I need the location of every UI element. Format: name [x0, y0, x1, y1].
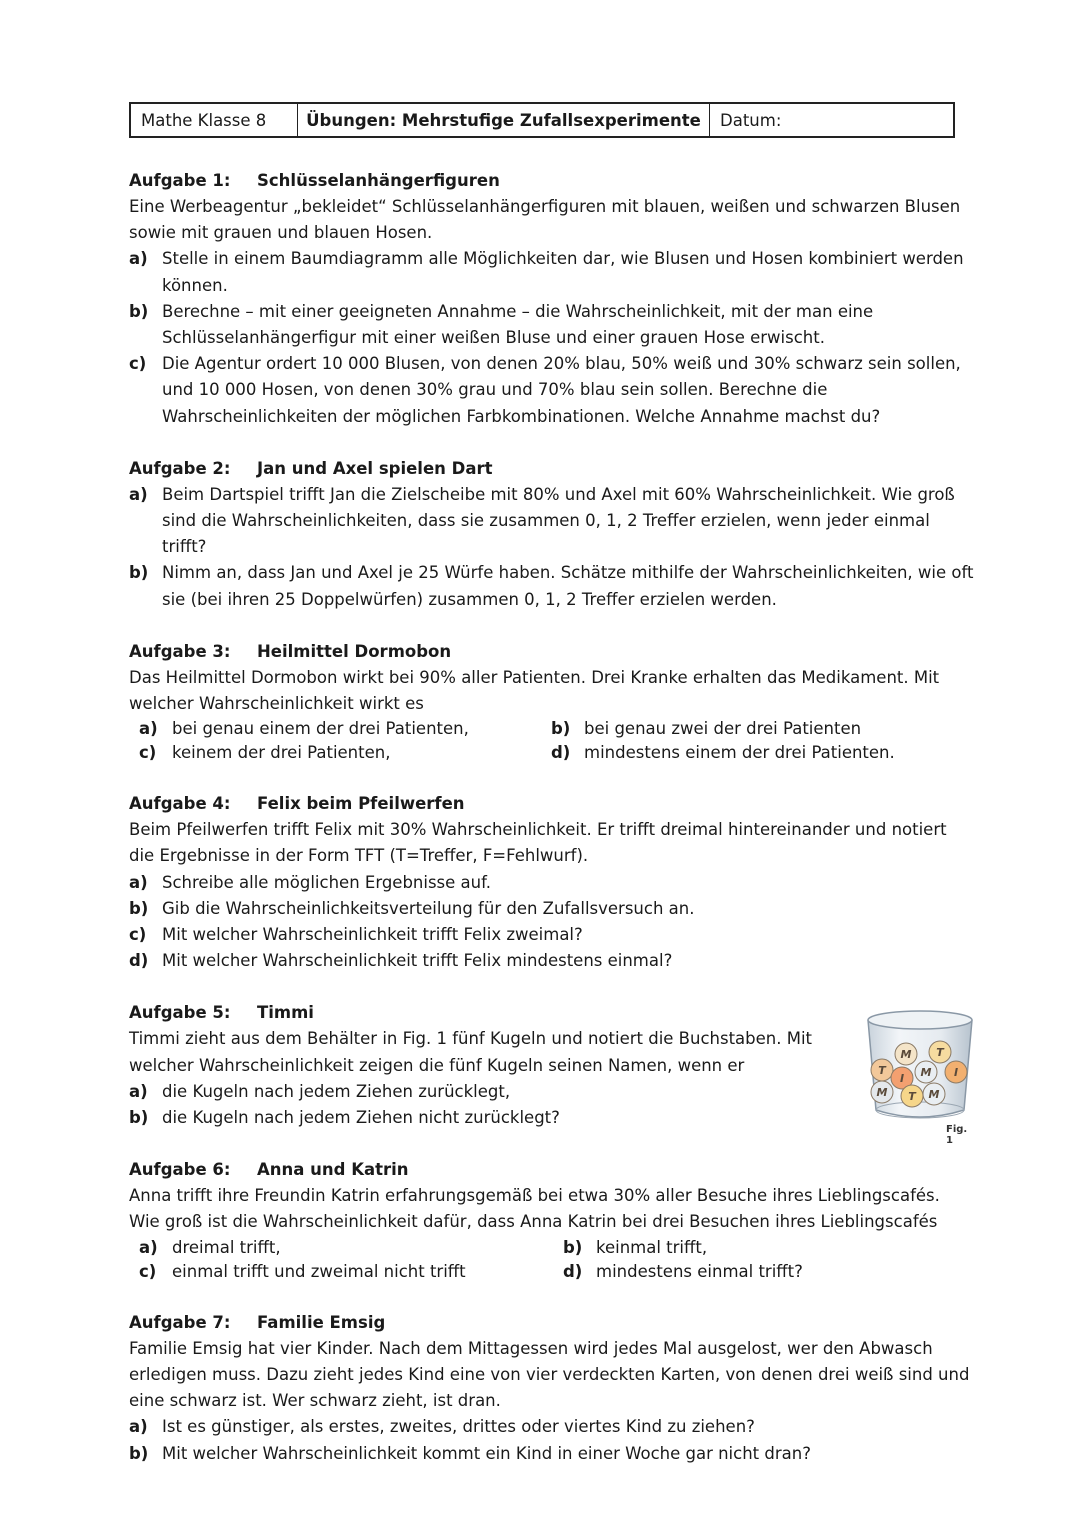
- subtask-a: a) Stelle in einem Baumdiagramm alle Möglichkeiten dar, wie Blusen und Hosen kombiniert werden können.: [129, 249, 964, 295]
- worksheet: [129, 102, 974, 1493]
- task-number: Aufgabe 4:: [129, 794, 231, 814]
- subtask-c: c) einmal trifft und zweimal nicht trifft: [139, 1261, 466, 1281]
- ball-letter: T: [936, 1046, 944, 1060]
- subtask-a: a) bei genau einem der drei Patienten,: [139, 719, 469, 739]
- subtask-d: d) mindestens einem der drei Patienten.: [551, 743, 895, 763]
- subtask-grid: [129, 1236, 974, 1284]
- subtask-b: b) keinmal trifft,: [563, 1237, 708, 1257]
- task-intro: Eine Werbeagentur „bekleidet“ Schlüsselanhängerfiguren mit blauen, weißen und schwarzen Blusen sowie mit grauen und blauen Hosen.: [129, 197, 961, 243]
- task-title: Schlüsselanhängerfiguren: [257, 171, 500, 190]
- subtask-b: b) Nimm an, dass Jan und Axel je 25 Würfe haben. Schätze mithilfe der Wahrscheinlichkeiten, wie oft sie (bei ihren 25 Doppelwürfen) zusammen 0, 1, 2 Treffer erzielen werden.: [129, 563, 974, 609]
- subtask-c: c) Die Agentur ordert 10 000 Blusen, von denen 20% blau, 50% weiß und 30% schwarz sein sollen, und 10 000 Hosen, von denen 30% grau und 70% blau sein sollen. Berechne die Wahrscheinlichkeiten der möglichen Farbkombinationen. Welche Annahme machst du?: [129, 354, 961, 426]
- task-number: Aufgabe 1:: [129, 171, 231, 190]
- subtask-a: a) Schreibe alle möglichen Ergebnisse auf.: [129, 872, 491, 892]
- task-number: Aufgabe 7:: [129, 1312, 231, 1332]
- ball-letter: T: [908, 1090, 916, 1104]
- ball-letter: M: [876, 1086, 888, 1100]
- task-5: [129, 1000, 974, 1147]
- task-title: Timmi: [257, 1003, 314, 1023]
- worksheet-title: Übungen: Mehrstufige Zufallsexperimente: [298, 104, 710, 136]
- subtask-d: d) mindestens einmal trifft?: [563, 1261, 803, 1281]
- task-number: Aufgabe 3:: [129, 641, 231, 661]
- subtask-a: a) dreimal trifft,: [139, 1237, 281, 1257]
- task-title: Heilmittel Dormobon: [257, 641, 452, 661]
- subtask-b: b) bei genau zwei der drei Patienten: [551, 719, 862, 739]
- subtask-d: d) Mit welcher Wahrscheinlichkeit trifft Felix mindestens einmal?: [129, 951, 673, 971]
- subtask-a: a) die Kugeln nach jedem Ziehen zurücklegt,: [129, 1081, 511, 1101]
- ball-letter: M: [928, 1088, 940, 1102]
- date-field[interactable]: Datum:: [720, 110, 782, 130]
- ball-letter: M: [920, 1066, 932, 1080]
- task-3: [129, 639, 974, 765]
- task-7: [129, 1310, 974, 1467]
- task-intro: Familie Emsig hat vier Kinder. Nach dem Mittagessen wird jedes Mal ausgelost, wer den Abwasch erledigen muss. Dazu zieht jedes Kind eine von vier verdeckten Karten, von denen drei weiß sind und eine schwarz ist. Wer schwarz zieht, ist dran.: [129, 1338, 970, 1411]
- subtask-grid: [129, 717, 974, 765]
- task-intro: Timmi zieht aus dem Behälter in Fig. 1 fünf Kugeln und notiert die Buchstaben. Mit welcher Wahrscheinlichkeit zeigen die fünf Kugeln seinen Namen, wenn er: [129, 1029, 813, 1075]
- task-title: Felix beim Pfeilwerfen: [257, 794, 465, 814]
- task-intro: Beim Pfeilwerfen trifft Felix mit 30% Wahrscheinlichkeit. Er trifft dreimal hintereinander und notiert die Ergebnisse in der Form TFT (T=Treffer, F=Fehlwurf).: [129, 820, 947, 866]
- task-intro: Anna trifft ihre Freundin Katrin erfahrungsgemäß bei etwa 30% aller Besuche ihres Lieblingscafés. Wie groß ist die Wahrscheinlichkeit dafür, dass Anna Katrin bei drei Besuchen ihres Lieblingscafés: [129, 1186, 940, 1232]
- ball-letter: I: [899, 1072, 905, 1086]
- subtask-a: a) Ist es günstiger, als erstes, zweites, drittes oder viertes Kind zu ziehen?: [129, 1417, 755, 1437]
- subtask-b: b) Berechne – mit einer geeigneten Annahme – die Wahrscheinlichkeit, mit der man eine Schlüsselanhängerfigur mit einer weißen Bluse und einer grauen Hose erwischt.: [129, 301, 874, 348]
- subtask-b: b) die Kugeln nach jedem Ziehen nicht zurücklegt?: [129, 1108, 560, 1128]
- task-title: Anna und Katrin: [257, 1160, 409, 1180]
- figure-caption: Fig. 1: [946, 1124, 968, 1147]
- subtask-b: b) Mit welcher Wahrscheinlichkeit kommt ein Kind in einer Woche gar nicht dran?: [129, 1443, 811, 1463]
- ball-letter: M: [900, 1048, 912, 1062]
- task-number: Aufgabe 2:: [129, 458, 231, 478]
- task-6: [129, 1157, 974, 1283]
- subtask-b: b) Gib die Wahrscheinlichkeitsverteilung für den Zufallsversuch an.: [129, 898, 695, 918]
- header-table: [129, 102, 955, 138]
- subtask-c: c) keinem der drei Patienten,: [139, 743, 391, 763]
- subtask-c: c) Mit welcher Wahrscheinlichkeit trifft Felix zweimal?: [129, 925, 583, 945]
- task-number: Aufgabe 6:: [129, 1160, 231, 1180]
- task-2: [129, 456, 974, 613]
- task-number: Aufgabe 5:: [129, 1003, 231, 1023]
- subject-cell: Mathe Klasse 8: [131, 104, 298, 136]
- task-4: [129, 791, 974, 974]
- ball-letter: I: [953, 1066, 959, 1080]
- task-title: Jan und Axel spielen Dart: [257, 458, 493, 478]
- task-1: [129, 168, 974, 430]
- ball-container-figure: [862, 1006, 978, 1136]
- ball-letter: T: [878, 1064, 886, 1078]
- task-title: Familie Emsig: [257, 1312, 386, 1332]
- task-intro: Das Heilmittel Dormobon wirkt bei 90% aller Patienten. Drei Kranke erhalten das Medikament. Mit welcher Wahrscheinlichkeit wirkt es: [129, 667, 940, 714]
- subtask-a: a) Beim Dartspiel trifft Jan die Zielscheibe mit 80% und Axel mit 60% Wahrscheinlichkeit. Wie groß sind die Wahrscheinlichkeiten, dass sie zusammen 0, 1, 2 Treffer erzielen, wenn jeder einmal trifft?: [129, 484, 955, 557]
